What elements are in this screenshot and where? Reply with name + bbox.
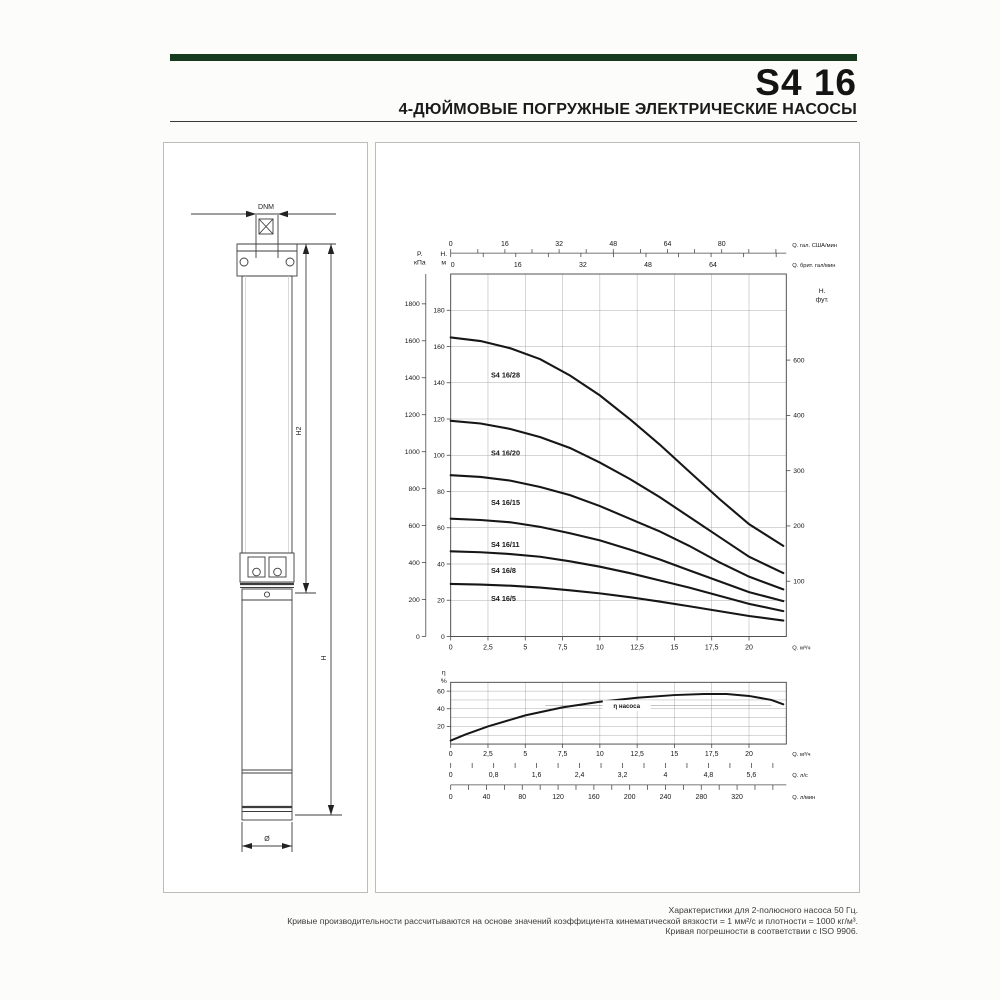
m-tick-label: 60: [437, 525, 445, 533]
m-tick-label: 40: [437, 561, 445, 569]
uk-gpm-tick-label: 64: [709, 262, 717, 270]
pump-curve-s4-16-11: [451, 519, 784, 604]
m3h-tick-label: 5: [523, 644, 528, 652]
kpa-tick-label: 200: [408, 596, 420, 604]
footer-line: Кривая погрешности в соответствии с ISO 9906.: [665, 926, 858, 937]
feet-tick-label: 600: [793, 357, 805, 365]
pump-curve-s4-16-20: [451, 421, 784, 576]
lmin-tick-label: 160: [588, 793, 600, 801]
pump-curve-label-s4-16-15: S4 16/15: [490, 498, 520, 508]
ls-tick-label: 0,8: [488, 771, 499, 779]
m3h-tick-label: 7,5: [557, 644, 568, 652]
pump-drawing-svg: [164, 143, 367, 892]
lmin-tick-label: 80: [518, 793, 527, 801]
efficiency-curve-label: η насоса: [613, 703, 641, 711]
m3h-tick-label: 7,5: [557, 751, 568, 759]
us-gpm-tick-label: 64: [663, 241, 672, 249]
page-title: S4 16: [755, 62, 857, 103]
m-tick-label: 160: [433, 343, 445, 351]
kpa-tick-label: 1800: [404, 301, 420, 309]
lmin-tick-label: 320: [731, 793, 743, 801]
ls-tick-label: 3,2: [617, 771, 628, 779]
us-gpm-tick-label: 0: [448, 241, 453, 249]
uk-gpm-axis-label: Q. брит. гал/мин: [792, 263, 836, 270]
feet-tick-label: 300: [793, 467, 805, 475]
lmin-tick-label: 280: [695, 793, 708, 801]
plot-frame: [451, 682, 787, 744]
m-tick-label: 100: [433, 452, 445, 460]
pump-drawing-panel: [163, 142, 368, 893]
m3h-tick-label: 15: [670, 644, 679, 652]
m3h-tick-label: 2,5: [483, 751, 493, 759]
lmin-tick-label: 0: [448, 793, 453, 801]
footer-line: Характеристики для 2-полюсного насоса 50 Гц.: [668, 905, 858, 915]
m-tick-label: 180: [433, 307, 445, 315]
kpa-tick-label: 1600: [404, 338, 420, 346]
footer-line: Кривые производительности рассчитываются на основе значений коэффициента кинематической вязкости = 1 мм²/с и плотности = 1000 кг/м³.: [287, 915, 858, 926]
m3h-tick-label: 15: [670, 751, 679, 759]
kpa-tick-label: 600: [408, 522, 420, 530]
uk-gpm-tick-label: 48: [644, 262, 652, 270]
m-tick-label: 0: [440, 633, 445, 641]
charts-svg: [376, 143, 857, 890]
header-rule: [170, 121, 857, 122]
kpa-tick-label: 1000: [404, 448, 420, 456]
h2-label: H2: [296, 426, 303, 436]
us-gpm-tick-label: 16: [501, 241, 509, 249]
m3h-tick-label: 0: [448, 751, 453, 759]
feet-tick-label: 100: [793, 578, 805, 586]
ls-tick-label: 4,8: [703, 771, 714, 779]
uk-gpm-tick-label: 16: [513, 262, 522, 270]
m-axis-label: м: [441, 259, 447, 267]
feet-axis-label: H.: [818, 287, 826, 295]
main-chart: [405, 241, 837, 651]
m-tick-label: 20: [437, 597, 445, 605]
feet-axis-label: фут.: [815, 296, 829, 304]
pump-curve-label-s4-16-28: S4 16/28: [490, 370, 520, 380]
footer-notes: [287, 905, 858, 937]
m3h-tick-label: 10: [595, 751, 604, 759]
pump-curve-label-s4-16-8: S4 16/8: [490, 566, 516, 576]
ls-tick-label: 0: [448, 771, 453, 779]
page-subtitle: 4-ДЮЙМОВЫЕ ПОГРУЖНЫЕ ЭЛЕКТРИЧЕСКИЕ НАСОСЫ: [398, 101, 857, 118]
us-gpm-tick-label: 32: [555, 241, 563, 249]
pump-dimension-labels: [258, 204, 328, 843]
m3h-tick-label: 20: [745, 644, 753, 652]
pump-curve-label-s4-16-11: S4 16/11: [490, 539, 520, 549]
m3h-tick-label: 17,5: [704, 751, 719, 759]
dnm-label: DNM: [258, 204, 274, 211]
kpa-axis-label: кПа: [414, 259, 426, 267]
feet-tick-label: 200: [793, 523, 805, 531]
lmin-tick-label: 40: [482, 793, 491, 801]
feet-tick-label: 400: [793, 412, 805, 420]
pump-curve-s4-16-28: [451, 337, 784, 545]
eta-axis-label: η: [441, 669, 446, 677]
m3h-tick-label: 12,5: [630, 644, 644, 652]
pump-curve-label-s4-16-20: S4 16/20: [490, 448, 520, 458]
kpa-axis-label: P.: [417, 251, 423, 259]
m3h-axis-label: Q. м³/ч: [792, 645, 811, 652]
lmin-axis-label: Q. л/мин: [792, 794, 816, 801]
lmin-tick-label: 200: [623, 793, 636, 801]
m3h-tick-label: 12,5: [630, 751, 644, 759]
us-gpm-tick-label: 80: [717, 241, 726, 249]
lmin-tick-label: 120: [552, 793, 564, 801]
uk-gpm-tick-label: 0: [450, 262, 455, 270]
uk-gpm-tick-label: 32: [578, 262, 587, 270]
ls-axis-label: Q. л/с: [792, 772, 808, 779]
ls-tick-label: 4: [663, 771, 668, 779]
pump-curve-label-s4-16-5: S4 16/5: [490, 594, 516, 604]
eta-tick-label: 20: [437, 723, 445, 731]
charts-panel: [375, 142, 860, 893]
lmin-tick-label: 240: [659, 793, 672, 801]
us-gpm-tick-label: 48: [609, 241, 618, 249]
m3h-tick-label: 5: [523, 751, 528, 759]
m3h-tick-label: 17,5: [704, 644, 719, 652]
ls-tick-label: 2,4: [574, 771, 585, 779]
kpa-tick-label: 1400: [404, 375, 420, 383]
m-tick-label: 120: [433, 416, 445, 424]
us-gpm-axis-label: Q. гал. США/мин: [792, 243, 837, 250]
eta-tick-label: 40: [437, 706, 445, 714]
ls-tick-label: 5,6: [746, 771, 757, 779]
kpa-tick-label: 400: [408, 559, 420, 567]
m-tick-label: 80: [437, 488, 445, 496]
kpa-tick-label: 1200: [404, 412, 420, 420]
pump-outline: [191, 211, 342, 852]
kpa-tick-label: 0: [416, 633, 420, 641]
efficiency-chart: [437, 669, 815, 800]
diameter-label: Ø: [264, 836, 270, 843]
ls-tick-label: 1,6: [531, 771, 542, 779]
m3h-axis-label: Q. м³/ч: [792, 752, 811, 759]
m-tick-label: 140: [433, 380, 445, 388]
m3h-tick-label: 0: [448, 644, 453, 652]
h-label: H: [321, 655, 328, 661]
header-accent-bar: [170, 54, 857, 61]
kpa-tick-label: 800: [408, 485, 420, 493]
m3h-tick-label: 20: [745, 751, 753, 759]
m3h-tick-label: 2,5: [483, 644, 493, 652]
m-axis-label: H.: [440, 251, 448, 259]
m3h-tick-label: 10: [595, 644, 604, 652]
eta-tick-label: 60: [437, 688, 445, 696]
eta-axis-label: %: [440, 677, 447, 685]
